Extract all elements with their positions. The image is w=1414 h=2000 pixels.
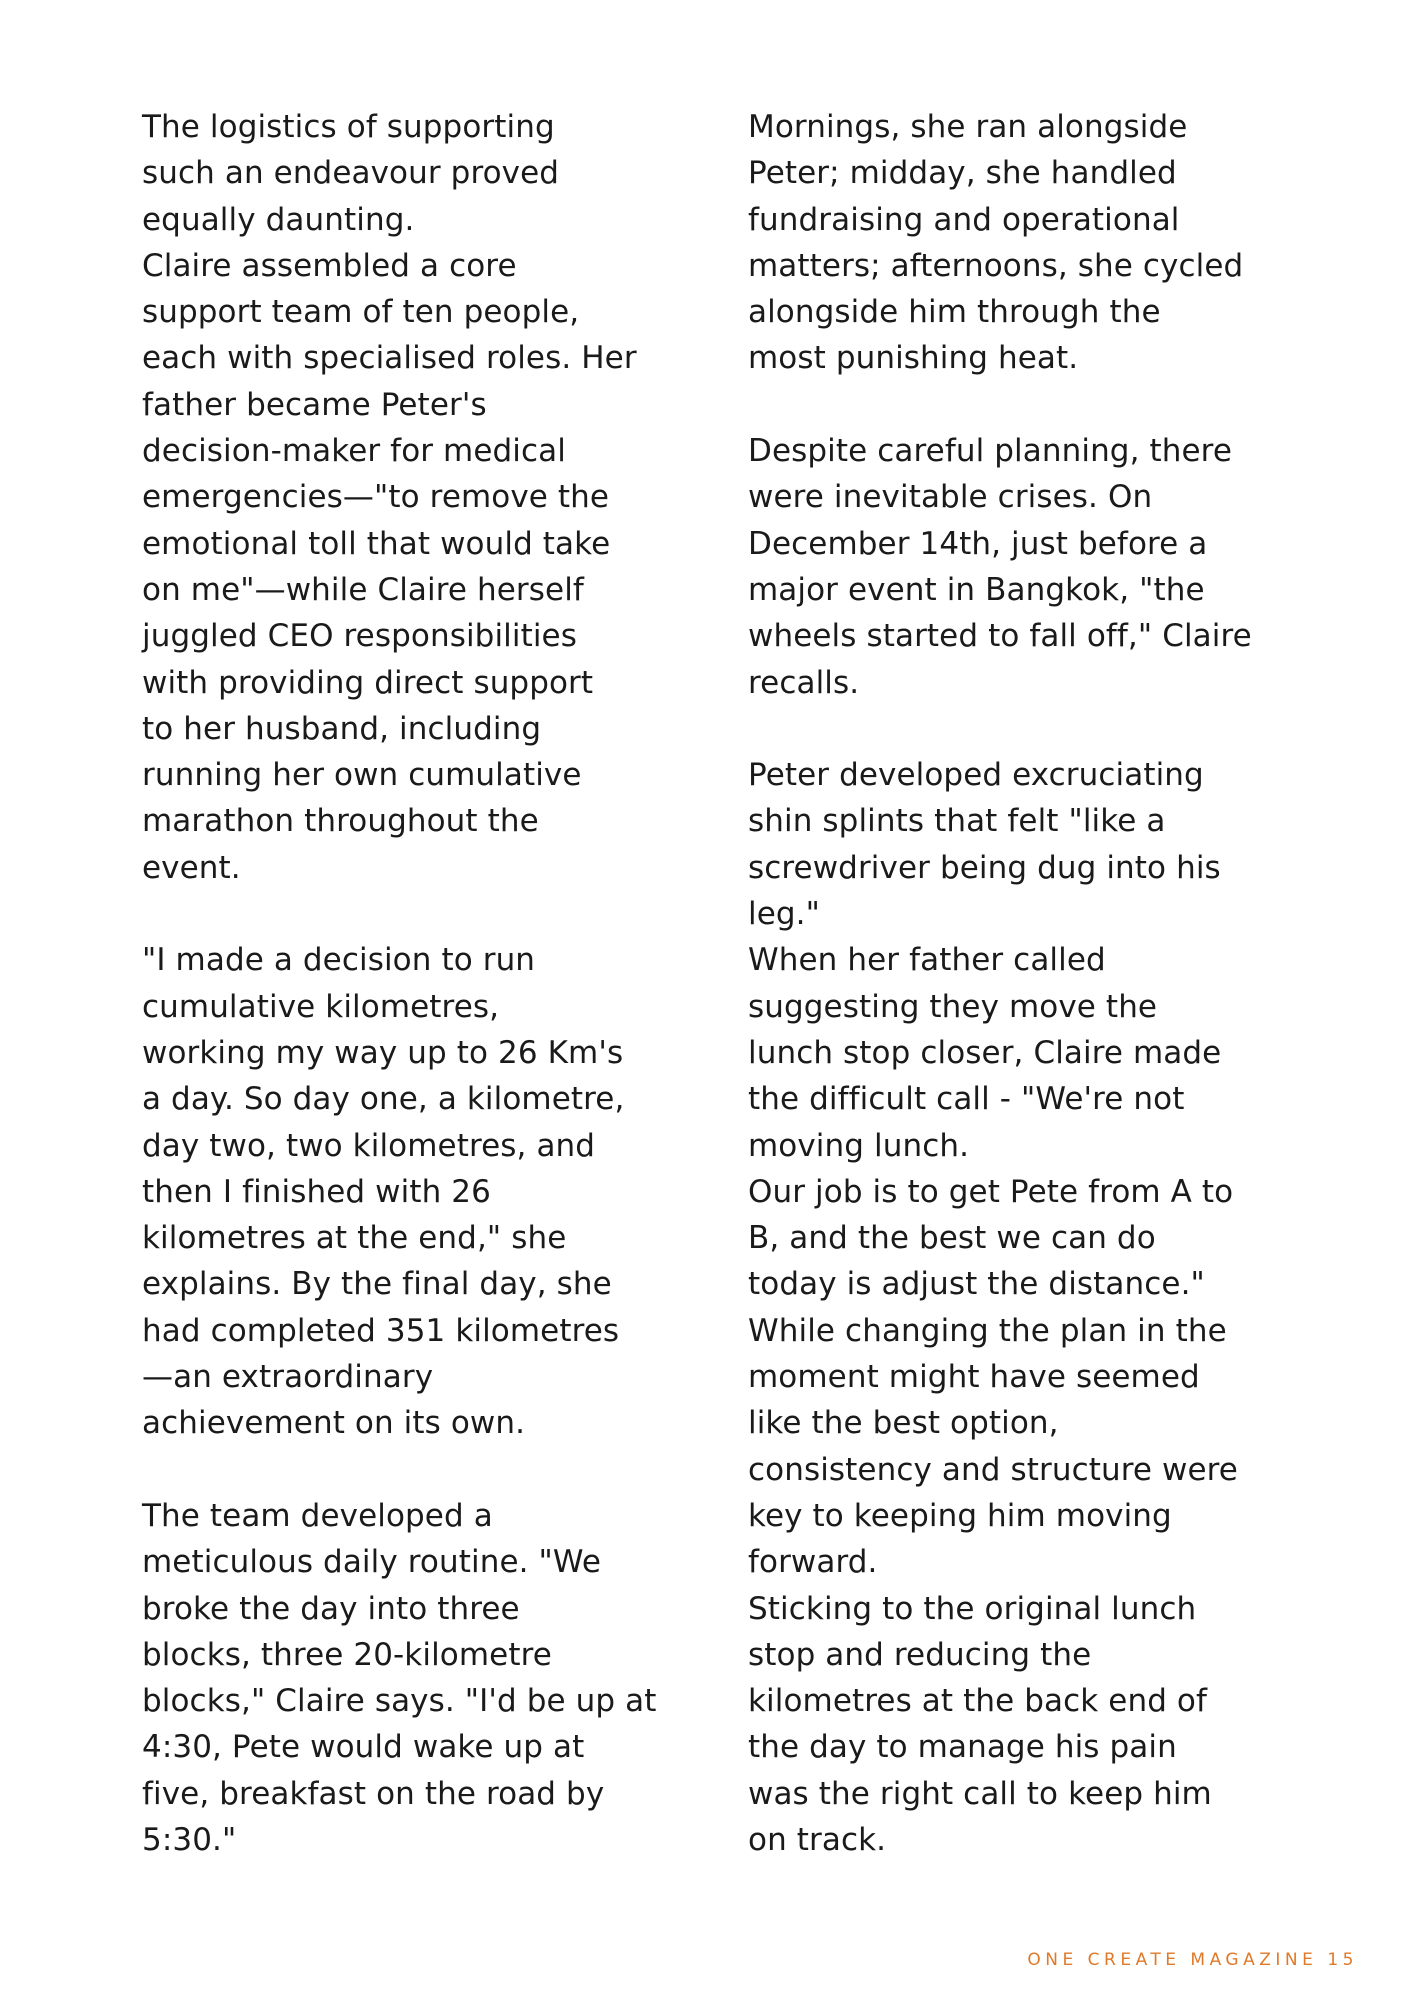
- text-line: forward.: [748, 1544, 878, 1581]
- right-paragraph-3: [748, 752, 1288, 1863]
- text-line: decision-maker for medical: [142, 433, 566, 470]
- text-line: kilometres at the end," she: [142, 1220, 567, 1257]
- text-line: While changing the plan in the: [748, 1312, 1227, 1349]
- publication-name: ONE CREATE MAGAZINE: [1027, 1950, 1318, 1970]
- left-paragraph-1: [142, 104, 672, 891]
- text-line: screwdriver being dug into his: [748, 849, 1221, 886]
- text-line: —an extraordinary: [142, 1359, 434, 1396]
- text-line: major event in Bangkok, "the: [748, 571, 1205, 608]
- text-line: stop and reducing the: [748, 1636, 1092, 1673]
- text-line: cumulative kilometres,: [142, 988, 500, 1025]
- text-line: recalls.: [748, 664, 860, 701]
- text-line: fundraising and operational: [748, 201, 1180, 238]
- text-line: "I made a decision to run: [142, 942, 536, 979]
- text-line: a day. So day one, a kilometre,: [142, 1081, 625, 1118]
- text-line: 4:30, Pete would wake up at: [142, 1729, 585, 1766]
- text-line: When her father called: [748, 942, 1106, 979]
- text-line: had completed 351 kilometres: [142, 1312, 620, 1349]
- text-line: such an endeavour proved: [142, 155, 560, 192]
- text-line: 5:30.": [142, 1821, 237, 1858]
- text-line: Our job is to get Pete from A to: [748, 1173, 1234, 1210]
- text-line: Sticking to the original lunch: [748, 1590, 1197, 1627]
- text-line: five, breakfast on the road by: [142, 1775, 605, 1812]
- text-line: support team of ten people,: [142, 294, 580, 331]
- text-line: suggesting they move the: [748, 988, 1158, 1025]
- left-column: [142, 104, 672, 1863]
- right-column: [748, 104, 1288, 1863]
- text-line: leg.": [748, 896, 820, 933]
- text-line: with providing direct support: [142, 664, 594, 701]
- text-line: like the best option,: [748, 1405, 1059, 1442]
- text-line: today is adjust the distance.": [748, 1266, 1205, 1303]
- text-line: The logistics of supporting: [142, 109, 555, 145]
- text-line: kilometres at the back end of: [748, 1683, 1207, 1720]
- paragraph-gap: [142, 891, 672, 937]
- text-line: then I finished with 26: [142, 1173, 491, 1210]
- text-line: matters; afternoons, she cycled: [748, 247, 1244, 284]
- text-line: Peter; midday, she handled: [748, 155, 1177, 192]
- text-line: emotional toll that would take: [142, 525, 611, 562]
- text-line: B, and the best we can do: [748, 1220, 1156, 1257]
- text-line: moving lunch.: [748, 1127, 970, 1164]
- right-paragraph-2: [748, 428, 1288, 706]
- right-paragraph-1: [748, 104, 1288, 382]
- text-line: each with specialised roles. Her: [142, 340, 637, 377]
- paragraph-gap: [748, 706, 1288, 752]
- text-line: explains. By the final day, she: [142, 1266, 612, 1303]
- text-line: Mornings, she ran alongside: [748, 109, 1188, 145]
- left-paragraph-3: [142, 1493, 672, 1863]
- text-line: meticulous daily routine. "We: [142, 1544, 601, 1581]
- text-line: moment might have seemed: [748, 1359, 1200, 1396]
- text-line: blocks, three 20-kilometre: [142, 1636, 552, 1673]
- text-line: Claire assembled a core: [142, 247, 517, 284]
- text-line: Despite careful planning, there: [748, 433, 1233, 470]
- paragraph-gap: [142, 1447, 672, 1493]
- left-paragraph-2: [142, 937, 672, 1446]
- text-line: were inevitable crises. On: [748, 479, 1153, 516]
- text-line: father became Peter's: [142, 386, 487, 423]
- text-line: the difficult call - "We're not: [748, 1081, 1185, 1118]
- text-line: consistency and structure were: [748, 1451, 1238, 1488]
- text-line: lunch stop closer, Claire made: [748, 1034, 1222, 1071]
- text-line: emergencies—"to remove the: [142, 479, 610, 516]
- text-line: was the right call to keep him: [748, 1775, 1212, 1812]
- text-line: on track.: [748, 1821, 887, 1858]
- text-line: on me"—while Claire herself: [142, 571, 584, 608]
- text-line: working my way up to 26 Km's: [142, 1034, 624, 1071]
- text-line: running her own cumulative: [142, 757, 582, 794]
- text-line: Peter developed excruciating: [748, 757, 1204, 794]
- text-line: key to keeping him moving: [748, 1497, 1172, 1534]
- text-line: wheels started to fall off," Claire: [748, 618, 1252, 655]
- text-line: The team developed a: [142, 1497, 493, 1534]
- text-line: December 14th, just before a: [748, 525, 1208, 562]
- text-line: blocks," Claire says. "I'd be up at: [142, 1683, 657, 1720]
- text-line: event.: [142, 849, 241, 886]
- text-line: broke the day into three: [142, 1590, 520, 1627]
- text-line: alongside him through the: [748, 294, 1161, 331]
- text-line: the day to manage his pain: [748, 1729, 1177, 1766]
- page-number: 15: [1327, 1950, 1358, 1970]
- text-line: equally daunting.: [142, 201, 415, 238]
- paragraph-gap: [748, 382, 1288, 428]
- page-footer: [1027, 1950, 1358, 1970]
- text-line: day two, two kilometres, and: [142, 1127, 596, 1164]
- text-line: marathon throughout the: [142, 803, 539, 840]
- text-line: to her husband, including: [142, 710, 542, 747]
- text-line: shin splints that felt "like a: [748, 803, 1166, 840]
- text-line: juggled CEO responsibilities: [142, 618, 577, 655]
- text-line: most punishing heat.: [748, 340, 1079, 377]
- text-line: achievement on its own.: [142, 1405, 526, 1442]
